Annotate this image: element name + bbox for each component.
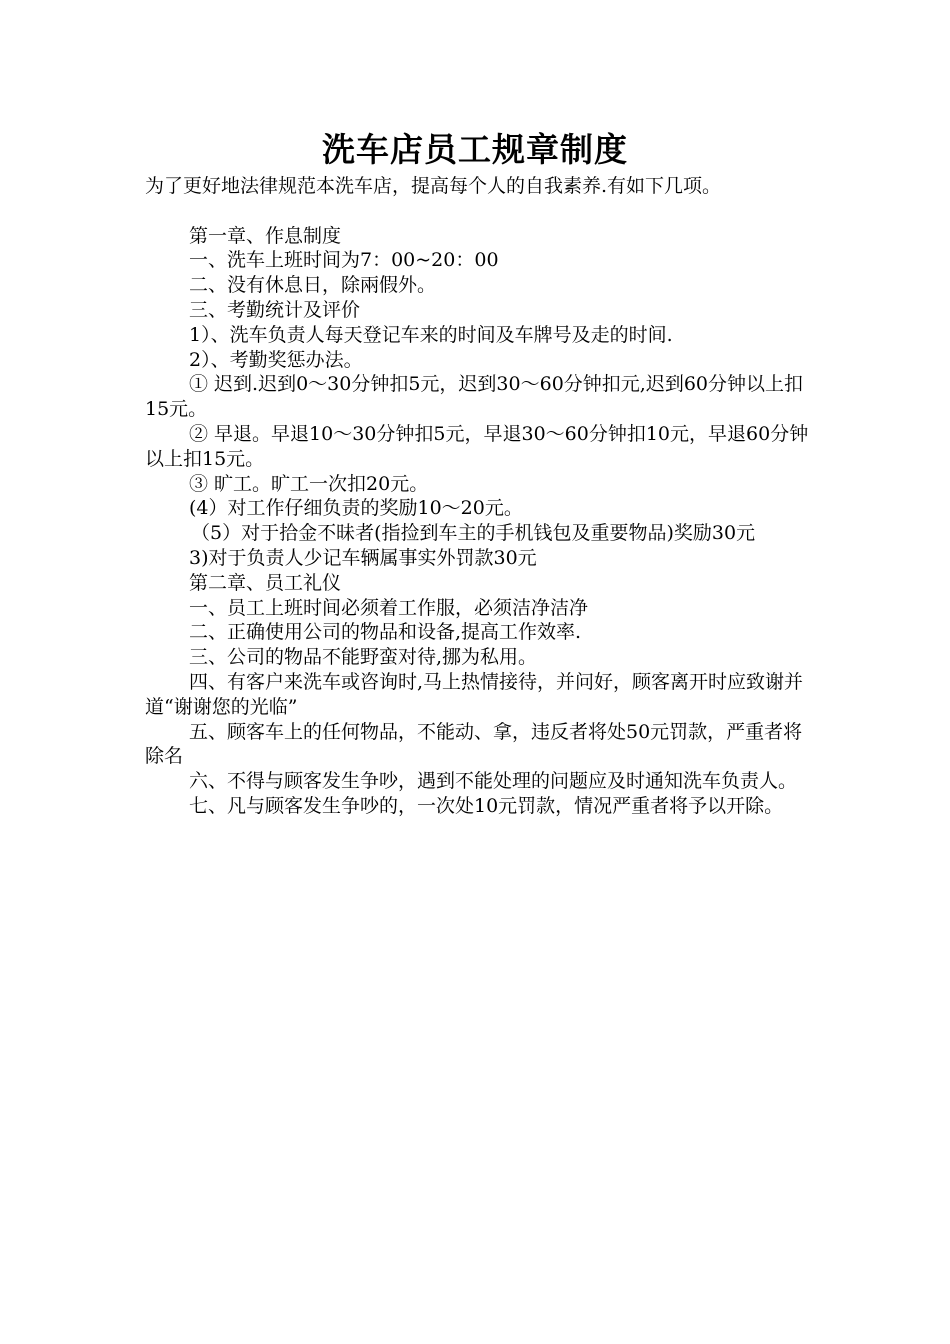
penalty-absence: ③ 旷工。旷工一次扣20元。 bbox=[189, 472, 429, 495]
etiquette-greeting: 四、有客户来洗车或咨询时,马上热情接待，并问好，顾客离开时应致谢并道“谢谢您的光临” bbox=[145, 670, 804, 718]
etiquette-equipment: 二、正确使用公司的物品和设备,提高工作效率. bbox=[189, 621, 582, 644]
etiquette-customer-items: 五、顾客车上的任何物品，不能动、拿，违反者将处50元罚款，严重者将除名 bbox=[145, 720, 803, 768]
chapter-2-heading: 第二章、员工礼仪 bbox=[189, 571, 342, 594]
document-body bbox=[145, 174, 815, 819]
attendance-item-2: 2）、考勤奖惩办法。 bbox=[189, 348, 363, 371]
document-title: 洗车店员工规章制度 bbox=[322, 130, 628, 169]
reward-diligence: (4）对工作仔细负责的奖励10～20元。 bbox=[189, 497, 523, 520]
reward-honesty: （5）对于拾金不昧者(指捡到车主的手机钱包及重要物品)奖励30元 bbox=[191, 522, 756, 545]
intro-paragraph: 为了更好地法律规范本洗车店，提高每个人的自我素养.有如下几项。 bbox=[145, 175, 722, 197]
etiquette-no-arguing: 六、不得与顾客发生争吵，遇到不能处理的问题应及时通知洗车负责人。 bbox=[189, 770, 798, 793]
penalty-late: ① 迟到.迟到0～30分钟扣5元，迟到30～60分钟扣元,迟到60分钟以上扣15元。 bbox=[145, 373, 804, 421]
blank-line bbox=[145, 199, 815, 224]
attendance-item-1: 1）、洗车负责人每天登记车来的时间及车牌号及走的时间. bbox=[189, 323, 673, 346]
etiquette-property: 三、公司的物品不能野蛮对待,挪为私用。 bbox=[189, 646, 538, 669]
penalty-missing-record: 3)对于负责人少记车辆属事实外罚款30元 bbox=[189, 546, 537, 569]
etiquette-argument-penalty: 七、凡与顾客发生争吵的，一次处10元罚款，情况严重者将予以开除。 bbox=[189, 794, 784, 817]
rule-no-rest-day: 二、没有休息日，除兩假外。 bbox=[189, 274, 437, 297]
rule-work-hours: 一、洗车上班时间为7：00~20：00 bbox=[189, 249, 499, 272]
penalty-early-leave: ② 早退。早退10～30分钟扣5元，早退30～60分钟扣10元，早退60分钟以上扣15元。 bbox=[145, 422, 809, 470]
etiquette-uniform: 一、员工上班时间必须着工作服，必须洁净洁净 bbox=[189, 596, 589, 619]
rule-attendance: 三、考勤统计及评价 bbox=[189, 298, 361, 321]
chapter-1-heading: 第一章、作息制度 bbox=[189, 224, 342, 247]
